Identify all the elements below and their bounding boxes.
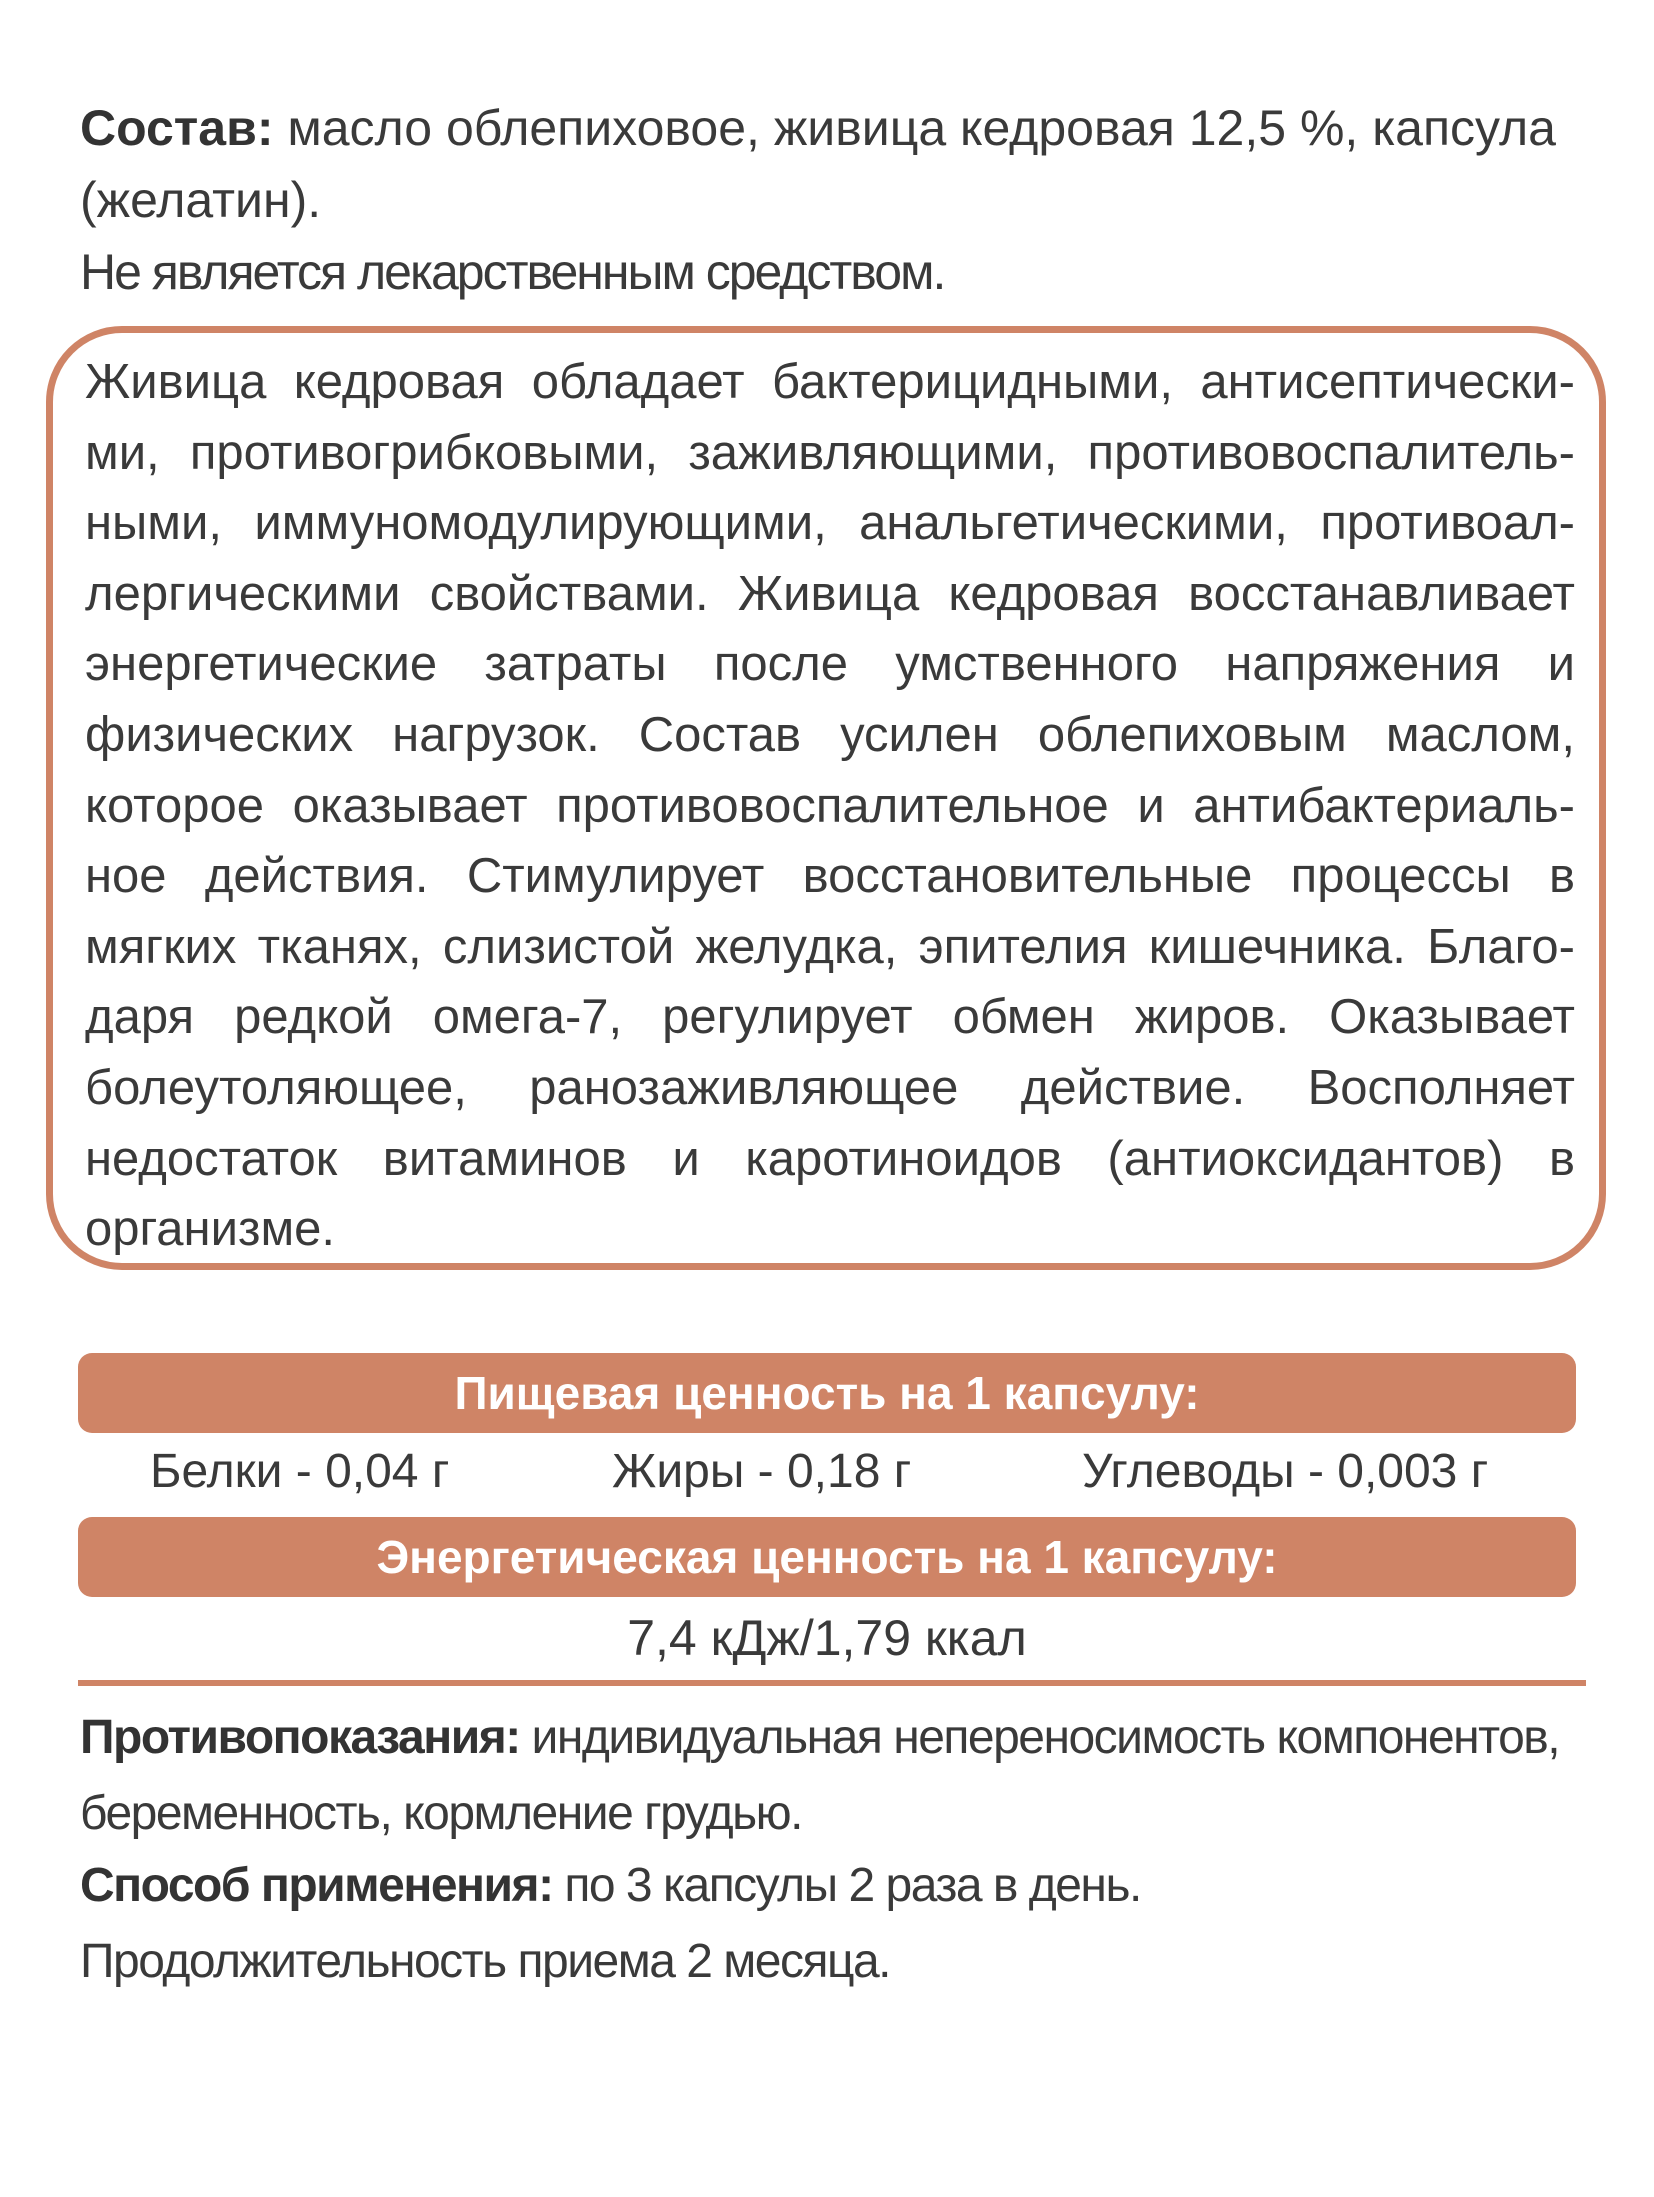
usage-text: по 3 капсулы 2 раза в день. Продолжительность приема 2 месяца. [80, 1859, 1141, 1988]
description-text: Живица кедровая обладает бактерицидными, антисептическими, противогрибковыми, заживляющими, противовоспалительными, иммуномодулирующими, анальгетическими, противоаллергическими свойствами. Живица кедровая восстанавливает энергетические затраты после умственного напряжения и физических нагрузок. Состав усилен облепиховым маслом, которое оказывает противовоспалительное и антибактериальное действия. Стимулирует восстановительные процессы в мягких тканях, слизистой желудка, эпителия кишечника. Благодаря редкой омега-7, регулирует обмен жиров. Оказывает болеутоляющее, ранозаживляющее действие. Восполняет недостаток витаминов и каротиноидов (антиоксидантов) в организме. [85, 355, 1575, 1257]
not-medicine-note: Не является лекарственным средством. [80, 244, 945, 300]
nutrient-fats: Жиры - 0,18 г [612, 1445, 912, 1498]
contraindications-label: Противопоказания: [80, 1711, 520, 1764]
contraindications-paragraph [80, 1700, 1570, 1852]
description-box [46, 326, 1606, 1270]
usage-paragraph [80, 1848, 1570, 2000]
composition-section [80, 92, 1570, 308]
contraindications-text: индивидуальная непереносимость компонентов, беременность, кормление грудью. [80, 1711, 1560, 1840]
divider-line [78, 1680, 1586, 1686]
composition-paragraph [80, 92, 1570, 236]
nutrition-title-band: Пищевая ценность на 1 капсулу: [78, 1353, 1576, 1433]
nutrient-proteins: Белки - 0,04 г [150, 1445, 450, 1498]
usage-label: Способ применения: [80, 1859, 553, 1912]
energy-title-band: Энергетическая ценность на 1 капсулу: [78, 1517, 1576, 1597]
composition-label: Состав: [80, 100, 274, 156]
composition-text: масло облепиховое, живица кедровая 12,5 %, капсула (желатин). [80, 100, 1556, 228]
nutrient-carbs: Углеводы - 0,003 г [1082, 1445, 1489, 1498]
energy-value: 7,4 кДж/1,79 ккал [627, 1610, 1027, 1666]
